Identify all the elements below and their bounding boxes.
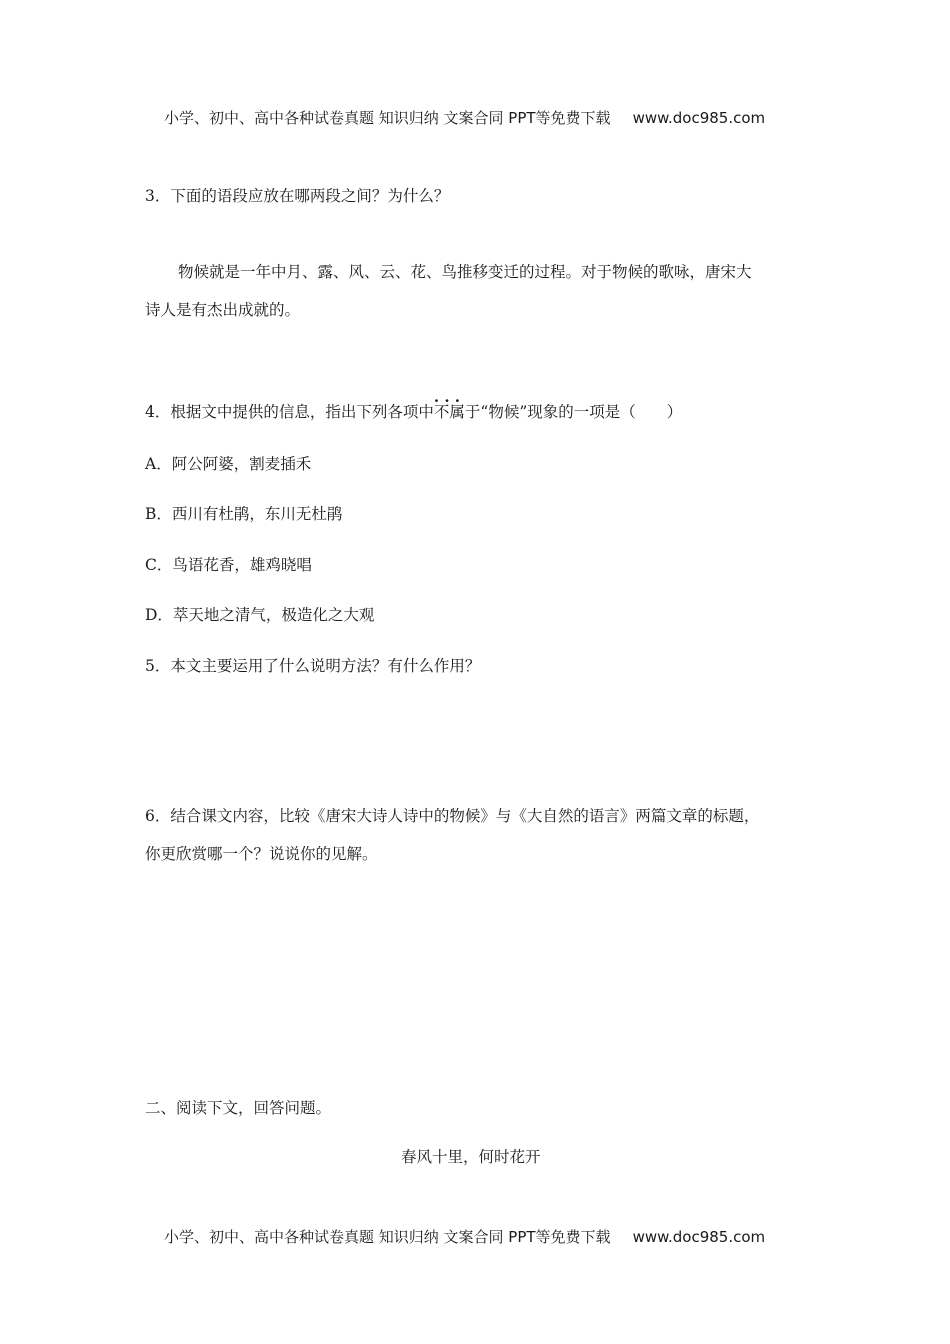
question-6-prompt-line-1: 6．结合课文内容，比较《唐宋大诗人诗中的物候》与《大自然的语言》两篇文章的标题， <box>145 807 760 825</box>
header-url: www.doc985.com <box>632 109 766 127</box>
question-4-emphasis: · · · 不属于 <box>434 403 481 421</box>
page-footer <box>164 1226 765 1247</box>
question-4-prompt-after: “物候”现象的一项是（ ） <box>480 403 683 421</box>
question-4-prompt-before: 4．根据文中提供的信息，指出下列各项中 <box>145 403 434 421</box>
question-5-prompt: 5．本文主要运用了什么说明方法？有什么作用？ <box>145 657 481 675</box>
question-3-passage-line-2: 诗人是有杰出成就的。 <box>145 301 301 319</box>
question-3-passage-line-1: 物候就是一年中月、露、风、云、花、鸟推移变迁的过程。对于物候的歌咏，唐宋大 <box>178 263 752 281</box>
question-4-option-b: B．西川有杜鹃，东川无杜鹃 <box>145 505 343 523</box>
footer-url: www.doc985.com <box>632 1228 766 1246</box>
question-4-option-d: D．萃天地之清气，极造化之大观 <box>145 606 375 624</box>
page-header <box>164 107 765 128</box>
question-3-prompt: 3．下面的语段应放在哪两段之间？为什么？ <box>145 187 450 205</box>
question-4-option-c: C．鸟语花香，雄鸡晓唱 <box>145 556 312 574</box>
section-2-heading: 二、阅读下文，回答问题。 <box>145 1099 332 1117</box>
article-title: 春风十里，何时花开 <box>401 1148 541 1166</box>
question-6-prompt-line-2: 你更欣赏哪一个？说说你的见解。 <box>145 845 378 863</box>
footer-text: 小学、初中、高中各种试卷真题 知识归纳 文案合同 PPT等免费下载 <box>164 1228 611 1246</box>
question-4-option-a: A．阿公阿婆，割麦插禾 <box>145 455 312 473</box>
question-4-prompt <box>145 400 682 422</box>
header-text: 小学、初中、高中各种试卷真题 知识归纳 文案合同 PPT等免费下载 <box>164 109 611 127</box>
